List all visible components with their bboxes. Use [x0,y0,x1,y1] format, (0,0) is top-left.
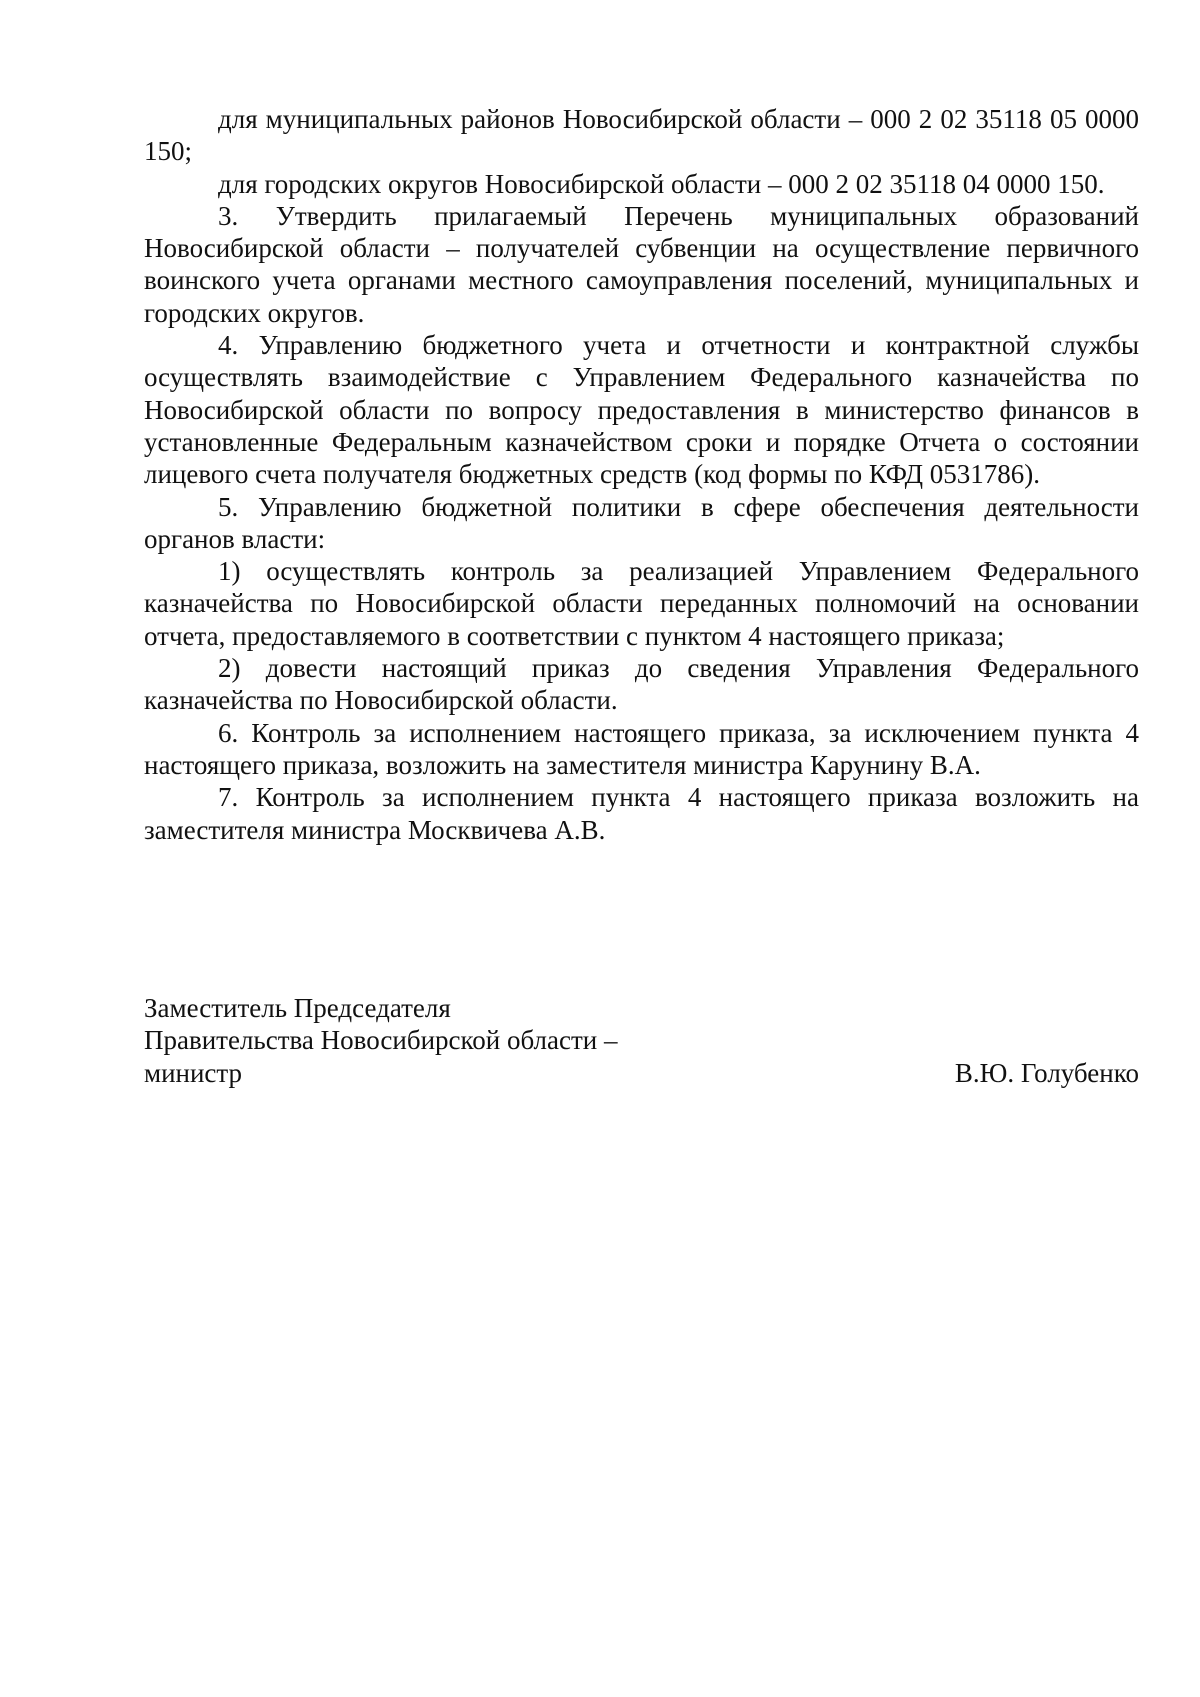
signatory-position-line-2: Правительства Новосибирской области – [144,1025,618,1056]
signature-line [144,1057,1139,1089]
paragraph-municipal-districts: для муниципальных районов Новосибирской области – 000 2 02 35118 05 0000 150; [144,104,1139,167]
paragraph-item-5: 5. Управлению бюджетной политики в сфере обеспечения деятельности органов власти: [144,491,1139,554]
paragraph-item-5-1: 1) осуществлять контроль за реализацией Управлением Федерального казначейства по Новосибирской области переданных полномочий на основании отчета, предоставляемого в соответствии с пунктом 4 настоящего приказа; [144,556,1139,651]
paragraph-item-4: 4. Управлению бюджетного учета и отчетности и контрактной службы осуществлять взаимодействие с Управлением Федерального казначейства по Новосибирской области по вопросу предоставления в министерство финансов в установленные Федеральным казначейством сроки и порядке Отчета о состоянии лицевого счета получателя бюджетных средств (код формы по КФД 0531786). [144,330,1139,490]
signatory-name: В.Ю. Голубенко [954,1057,1139,1088]
paragraph-item-6: 6. Контроль за исполнением настоящего приказа, за исключением пункта 4 настоящего приказа, возложить на заместителя министра Карунину В.А. [144,717,1139,780]
signature-block [144,992,1139,1089]
signatory-position-line-1: Заместитель Председателя [144,993,451,1023]
paragraph-item-3: 3. Утвердить прилагаемый Перечень муниципальных образований Новосибирской области – получателей субвенции на осуществление первичного воинского учета органами местного самоуправления поселений, муниципальных и городских округов. [144,200,1139,328]
signatory-position-line-3: министр [144,1057,243,1088]
paragraph-urban-districts: для городских округов Новосибирской области – 000 2 02 35118 04 0000 150. [218,168,1105,199]
paragraph-item-5-2: 2) довести настоящий приказ до сведения Управления Федерального казначейства по Новосибирской области. [144,653,1139,716]
paragraph-item-7: 7. Контроль за исполнением пункта 4 настоящего приказа возложить на заместителя министра Москвичева А.В. [144,782,1139,845]
document-body [144,103,1139,846]
